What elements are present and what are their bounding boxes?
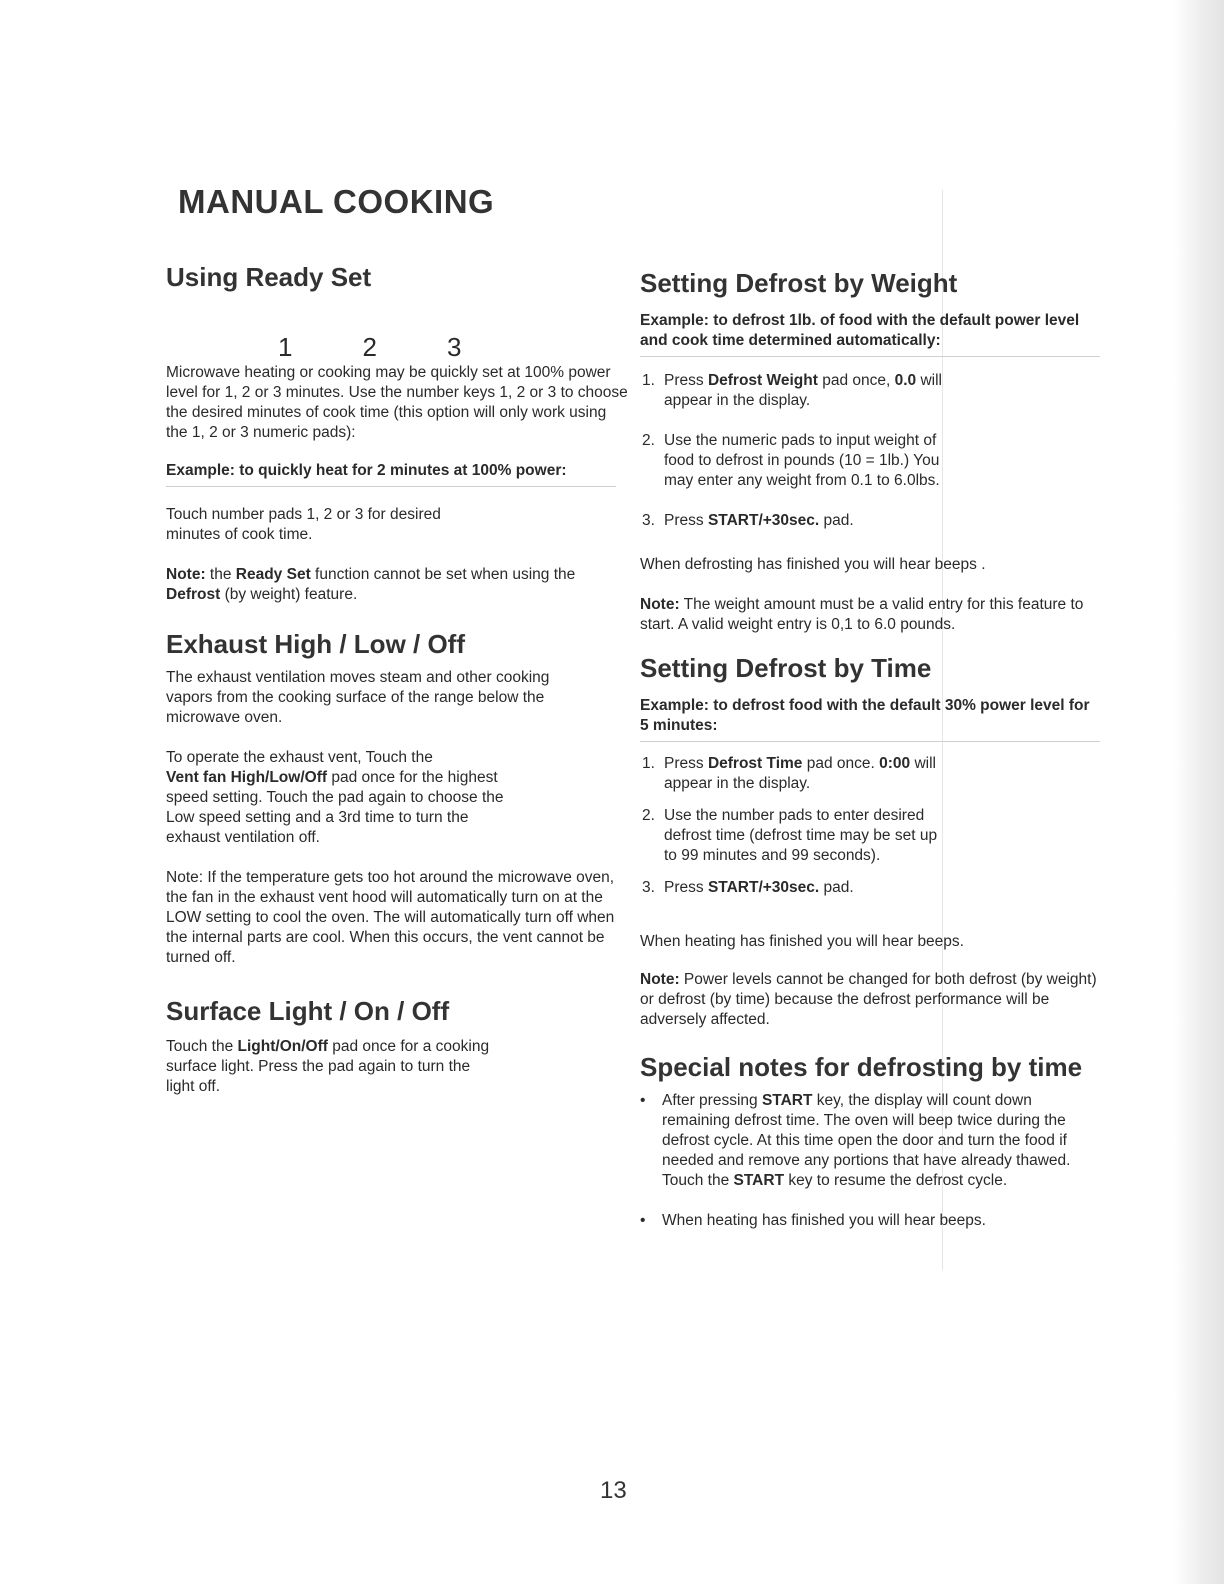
section-exhaust (166, 629, 631, 968)
step-text: Press (664, 755, 708, 772)
section-defrost-weight (640, 268, 1100, 635)
section-surface-light (166, 996, 631, 1097)
surface-light-heading: Surface Light / On / Off (166, 996, 450, 1026)
step-text: pad. (819, 512, 854, 529)
list-item (640, 878, 950, 898)
exhaust-note: Note: If the temperature gets too hot around the microwave oven, the fan in the exhaust vent hood will automatically turn on at the LOW setting to cool the oven. The will automatically turn off when the internal parts are cool. When this occurs, the vent cannot be turned off. (166, 869, 615, 966)
section-ready-set (166, 262, 631, 605)
vent-fan-key: Vent fan High/Low/Off (166, 769, 328, 786)
note-text: function cannot be set when using the (310, 566, 576, 583)
defrost-time-note (640, 970, 1100, 1030)
defrost-weight-note (640, 595, 1100, 635)
light-key: Light/On/Off (237, 1038, 328, 1055)
defrost-time-heading: Setting Defrost by Time (640, 653, 932, 683)
exhaust-p2-pre: To operate the exhaust vent, Touch the (166, 749, 433, 766)
left-column (166, 262, 631, 1097)
list-item (640, 806, 950, 866)
page-title: MANUAL COOKING (178, 183, 495, 220)
step-text: Use the number pads to enter desired defrost time (defrost time may be set up to 99 minutes and 99 seconds). (664, 807, 938, 864)
note-text: After pressing (662, 1092, 762, 1109)
list-item (640, 371, 950, 411)
note-label: Note: (166, 566, 206, 583)
step-text: Press (664, 372, 708, 389)
note-text: key to resume the defrost cycle. (784, 1172, 1008, 1189)
start-key: START/+30sec. (707, 879, 820, 896)
display-value: 0:00 (879, 755, 911, 772)
section-special-notes (640, 1052, 1100, 1231)
exhaust-p1: The exhaust ventilation moves steam and other cooking vapors from the cooking surface of the range below the microwave oven. (166, 669, 550, 726)
step-text: Use the numeric pads to input weight of food to defrost in pounds (10 = 1lb.) You may enter any weight from 0.1 to 6.0lbs. (664, 432, 940, 489)
note-text: The weight amount must be a valid entry for this feature to start. A valid weight entry is 0,1 to 6.0 pounds. (640, 596, 1084, 633)
note-text: When heating has finished you will hear beeps. (662, 1212, 986, 1229)
start-key: START (733, 1172, 785, 1189)
defrost-time-steps (640, 754, 950, 898)
step-number: 3. (642, 512, 655, 529)
step-number: 3. (642, 879, 655, 896)
page-number: 13 (600, 1477, 627, 1504)
defrost-weight-steps (640, 371, 950, 531)
note-key-defrost: Defrost (166, 586, 221, 603)
note-text: Power levels cannot be changed for both defrost (by weight) or defrost (by time) because the defrost performance will be adversely affected. (640, 971, 1097, 1028)
key-1: 1 (278, 332, 293, 362)
bullet-icon: • (640, 1212, 646, 1229)
surface-light-post: pad once for a cooking surface light. Press the pad again to turn the light off. (166, 1038, 490, 1095)
scan-shadow-edge (1174, 0, 1224, 1584)
step-number: 1. (642, 755, 655, 772)
step-text: pad. (819, 879, 854, 896)
key-3: 3 (446, 332, 462, 362)
exhaust-p2 (166, 748, 526, 848)
list-item (640, 754, 950, 794)
exhaust-p2-post: pad once for the highest speed setting. Touch the pad again to choose the Low speed setting and a 3rd time to turn the exhaust ventilation off. (166, 769, 504, 846)
defrost-time-finished: When heating has finished you will hear beeps. (640, 933, 964, 950)
exhaust-heading: Exhaust High / Low / Off (166, 629, 465, 659)
ready-set-instruction: Touch number pads 1, 2 or 3 for desired minutes of cook time. (166, 506, 441, 543)
note-text: (by weight) feature. (220, 586, 358, 603)
ready-set-note (166, 565, 631, 605)
ready-set-body: Microwave heating or cooking may be quickly set at 100% power level for 1, 2 or 3 minutes. Use the number keys 1, 2 or 3 to choose the desired minutes of cook time (this option will only work using the 1, 2 or 3 numeric pads): (166, 364, 628, 441)
surface-light-body (166, 1037, 496, 1097)
key-2: 2 (362, 332, 377, 362)
special-notes-heading: Special notes for defrosting by time (640, 1052, 1083, 1082)
defrost-weight-finished: When defrosting has finished you will hear beeps . (640, 556, 986, 573)
ready-set-example: Example: to quickly heat for 2 minutes at 100% power: (166, 461, 616, 487)
step-text: Press (664, 512, 708, 529)
display-value: 0.0 (894, 372, 917, 389)
step-number: 1. (642, 372, 655, 389)
note-label: Note: (640, 971, 680, 988)
note-label: Note: (640, 596, 680, 613)
step-number: 2. (642, 432, 655, 449)
note-key-ready-set: Ready Set (235, 566, 311, 583)
list-item (640, 1211, 1080, 1231)
defrost-time-key: Defrost Time (707, 755, 803, 772)
step-number: 2. (642, 807, 655, 824)
step-text: will appear in the display. (664, 372, 942, 409)
defrost-weight-example: Example: to defrost 1lb. of food with the default power level and cook time determined automatically: (640, 311, 1100, 357)
note-text: key, the display will count down remaining defrost time. The oven will beep twice during the defrost cycle. At this time open the door and turn the food if needed and remove any portions that have already thawed. Touch the (662, 1092, 1071, 1189)
section-defrost-time (640, 653, 1100, 1030)
bullet-icon: • (640, 1092, 646, 1109)
start-key: START (761, 1092, 813, 1109)
defrost-weight-key: Defrost Weight (707, 372, 818, 389)
special-notes-list (640, 1091, 1080, 1231)
step-text: Press (664, 879, 708, 896)
number-keys (278, 333, 631, 361)
defrost-time-example: Example: to defrost food with the default 30% power level for 5 minutes: (640, 696, 1100, 742)
ready-set-heading: Using Ready Set (166, 262, 372, 292)
defrost-weight-heading: Setting Defrost by Weight (640, 268, 958, 298)
right-column (640, 268, 1100, 1231)
note-text: the (205, 566, 236, 583)
step-text: pad once. (802, 755, 880, 772)
surface-light-pre: Touch the (166, 1038, 238, 1055)
step-text: pad once, (817, 372, 895, 389)
list-item (640, 1091, 1080, 1191)
list-item (640, 511, 950, 531)
list-item (640, 431, 950, 491)
start-key: START/+30sec. (707, 512, 820, 529)
step-text: will appear in the display. (664, 755, 936, 792)
